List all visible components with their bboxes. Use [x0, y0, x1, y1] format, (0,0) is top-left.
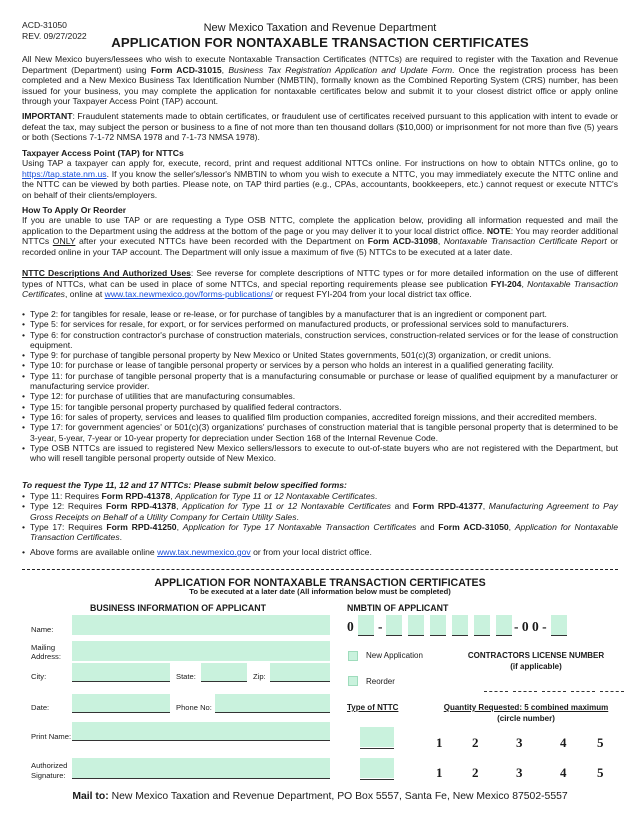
- quantity-option-4[interactable]: 4: [560, 765, 567, 780]
- address-field[interactable]: [72, 641, 330, 661]
- quantity-heading: Quantity Requested: 5 combined maximum: [443, 703, 609, 712]
- list-item: • Type 11: for purchase of tangible personal property that is a manufacturing consumable or purchase or lease of qualified equipment by a manufacturer or manufacturing service provider.: [22, 371, 618, 392]
- contractors-license-heading: CONTRACTORS LICENSE NUMBER: [467, 651, 605, 660]
- list-item: • Type 6: for construction contractor's purchase of construction materials, construction services, construction-related services or for the lease of construction equipment.: [22, 330, 618, 351]
- list-item: • Type 5: for services for resale, for export, or for services performed on manufactured products, or professional services sold to manufacturers.: [22, 319, 618, 329]
- nmbtin-prefix: 0: [347, 619, 354, 634]
- print-name-field[interactable]: [72, 722, 330, 740]
- city-label: City:: [31, 672, 47, 681]
- print-name-label: Print Name:: [31, 732, 72, 741]
- phone-underline: [215, 712, 330, 713]
- descriptions-heading: NTTC Descriptions And Authorized Uses: [22, 268, 191, 278]
- quantity-option-1[interactable]: 1: [436, 735, 443, 750]
- contractors-license-subheading: (if applicable): [510, 662, 562, 671]
- form-number: ACD-31050: [22, 20, 67, 30]
- nmbtin-digit-6[interactable]: [474, 615, 490, 636]
- agency-name: New Mexico Taxation and Revenue Department: [203, 22, 437, 34]
- list-item: • Type 17: Requires Form RPD-41250, Application for Type 17 Nontaxable Transaction Certificates and Form ACD-31050, Application for Nontaxable Transaction Certificates.: [22, 522, 618, 543]
- new-application-checkbox[interactable]: [348, 651, 358, 661]
- mailing-address-label: Mailing Address:: [31, 643, 61, 661]
- online-forms-note: [22, 547, 618, 557]
- list-item: • Type 9: for purchase of tangible personal property by New Mexico or United States governments, 501(c)(3) organization, or credit unions.: [22, 350, 618, 360]
- zip-underline: [270, 681, 330, 682]
- quantity-subheading: (circle number): [497, 714, 555, 723]
- nmbtin-digit-5[interactable]: [452, 615, 468, 636]
- form-revision: REV. 09/27/2022: [22, 30, 87, 41]
- signature-field[interactable]: [72, 758, 330, 778]
- list-item: • Type 12: for purchase of utilities that are manufacturing consumables.: [22, 391, 618, 401]
- quantity-option-2[interactable]: 2: [472, 735, 479, 750]
- nttc-type-underline-1: [360, 748, 394, 749]
- date-label: Date:: [31, 703, 50, 712]
- important-paragraph: IMPORTANT: Fraudulent statements made to obtain certificates, or fraudulent use of certificates received pursuant to this application with intent to evade or defeat the tax, may subject the person or business to a fine of not more than ten thousand dollars ($10,000) or imprisonment for not more than five (5) years or both (Sections 7-1-72 NMSA 1978 and 7-1-73 NMSA 1978).: [22, 111, 618, 143]
- form-subtitle: To be executed at a later date (All information below must be completed): [189, 587, 451, 596]
- contractors-license-number-field[interactable]: [484, 691, 624, 692]
- date-underline: [72, 712, 170, 713]
- reorder-heading: How To Apply Or Reorder: [22, 205, 127, 215]
- date-field[interactable]: [72, 694, 170, 712]
- nmbtin-separator: -: [378, 619, 383, 634]
- list-item: • Type 11: Requires Form RPD-41378, Application for Type 11 or 12 Nontaxable Certificates.: [22, 491, 618, 501]
- request-list: [22, 491, 618, 542]
- list-item: • Type OSB NTTCs are issued to registered New Mexico sellers/lessors to execute to out-of-state buyers who are not registered with the Department, but who will resell tangible personal property outside of New Mexico.: [22, 443, 618, 464]
- reorder-paragraph: If you are unable to use TAP or are requesting a Type OSB NTTC, complete the application below, providing all information requested and mail the application to the Department using the address at the bottom of the page or you may deliver it to your local district office. NOTE: You may reorder additional NTTCs ONLY after your executed NTTCs have been recorded with the Department on Form ACD-31098, Nontaxable Transaction Certificate Report or recorded online in your TAP account. The Department will only issue a maximum of five (5) NTTCs to be executed at a later date.: [22, 215, 619, 257]
- print-name-underline: [72, 740, 330, 741]
- city-underline: [72, 681, 170, 682]
- name-label: Name:: [31, 625, 54, 634]
- list-item: • Type 2: for tangibles for resale, lease or re-lease, or for purchase of tangibles by a manufacturer that is an ingredient or component part.: [22, 309, 618, 319]
- quantity-option-3[interactable]: 3: [516, 765, 523, 780]
- list-item: • Above forms are available online www.tax.newmexico.gov or from your local district office.: [22, 547, 618, 557]
- license-segment: [571, 691, 595, 692]
- nmbtin-digit-8[interactable]: [551, 615, 567, 636]
- nmbtin-suffix: - 0 0 -: [514, 619, 547, 634]
- request-heading: To request the Type 11, 12 and 17 NTTCs: Please submit below specified forms:: [22, 480, 347, 490]
- name-field[interactable]: [72, 615, 330, 635]
- descriptions-paragraph: NTTC Descriptions And Authorized Uses: See reverse for complete descriptions of NTTC types or for more detailed information on the use of different types of NTTCs, what can be used in place of some NTTCs, and special reporting requirements please see publication FYI-204, Nontaxable Transaction Certificates, online at www.tax.newmexico.gov/forms-publications/ or request FYI-204 from your local district tax office.: [22, 268, 619, 300]
- nmbtin-digit-3[interactable]: [408, 615, 424, 636]
- list-item: • Type 12: Requires Form RPD-41378, Application for Type 11 or 12 Nontaxable Certificates and Form RPD-41377, Manufacturing Agreement to Pay Gross Receipts on Behalf of a Utility Company for Certain Utility Sales.: [22, 501, 618, 522]
- list-item: • Type 17: for government agencies' or 501(c)(3) organizations' purchases of construction material that is tangible personal property that is determined to be 3-year, 5-year, 7-year or 10-year property for depreciation under Section 168 of the Internal Revenue Code.: [22, 422, 618, 443]
- list-item: • Type 16: for sales of property, services and leases to qualified film production companies, accredited foreign missions, and their accredited members.: [22, 412, 618, 422]
- form-title: APPLICATION FOR NONTAXABLE TRANSACTION CERTIFICATES: [154, 577, 486, 589]
- tap-paragraph: Using TAP a taxpayer can apply for, execute, record, print and request additional NTTCs online. For instructions on how to obtain NTTCs online, go to https://tap.state.nm.us. If you know the seller's/lessor's NMBTIN to whom you wish to execute a NTTC, you may immediately execute the NTTC online and the NTTC can be viewed by both parties. Please note, on TAP third parties (e.g., CPAs, accountants, bookkeepers, etc.) cannot request or execute NTTC's on behalf of their clients/employers.: [22, 158, 618, 200]
- list-item: • Type 15: for tangible personal property purchased by qualified federal contractors.: [22, 402, 618, 412]
- state-underline: [201, 681, 247, 682]
- nmbtin-digit-2[interactable]: [386, 615, 402, 636]
- important-label: IMPORTANT: [22, 111, 73, 121]
- quantity-option-3[interactable]: 3: [516, 735, 523, 750]
- zip-field[interactable]: [270, 663, 330, 681]
- quantity-option-4[interactable]: 4: [560, 735, 567, 750]
- nttc-type-field-2[interactable]: [360, 758, 394, 778]
- cut-line: [22, 569, 618, 570]
- license-segment: [600, 691, 624, 692]
- nttc-type-field-1[interactable]: [360, 727, 394, 747]
- quantity-option-5[interactable]: 5: [597, 765, 604, 780]
- list-item: • Type 10: for purchase or lease of tangible personal property or services by a person who holds an interest in a qualified generating facility.: [22, 360, 618, 370]
- phone-label: Phone No:: [176, 703, 212, 712]
- license-segment: [484, 691, 508, 692]
- license-segment: [513, 691, 537, 692]
- nttc-type-underline-2: [360, 779, 394, 780]
- state-label: State:: [176, 672, 196, 681]
- tap-heading: Taxpayer Access Point (TAP) for NTTCs: [22, 148, 184, 158]
- quantity-option-1[interactable]: 1: [436, 765, 443, 780]
- type-of-nttc-heading: Type of NTTC: [347, 703, 399, 712]
- state-field[interactable]: [201, 663, 247, 681]
- intro-paragraph: All New Mexico buyers/lessees who wish to execute Nontaxable Transaction Certificates (NTTCs) are required to register with the Taxation and Revenue Department (Department) using Form ACD-31015, Business Tax Registration Application and Update Form. Once the registration process has been completed and a New Mexico Business Tax Identification Number (NMBTIN), formally known as the Combined Reporting System (CRS) number, has been issued for your business, you may complete the application for nontaxable certificates below and submit it to your closest district office or apply online through your Taxpayer Access Point (TAP) account.: [22, 54, 618, 107]
- quantity-option-2[interactable]: 2: [472, 765, 479, 780]
- reorder-label: Reorder: [366, 677, 395, 686]
- new-application-label: New Application: [366, 651, 423, 660]
- tax-website-link[interactable]: www.tax.newmexico.gov: [157, 547, 251, 557]
- nmbtin-digit-1[interactable]: [358, 615, 374, 636]
- nmbtin-digit-4[interactable]: [430, 615, 446, 636]
- signature-underline: [72, 778, 330, 779]
- nmbtin-heading: NMBTIN OF APPLICANT: [347, 603, 449, 613]
- zip-label: Zip:: [253, 672, 266, 681]
- forms-publications-link[interactable]: www.tax.newmexico.gov/forms-publications/: [104, 289, 273, 300]
- nmbtin-digit-7[interactable]: [496, 615, 512, 636]
- reorder-checkbox[interactable]: [348, 676, 358, 686]
- quantity-option-5[interactable]: 5: [597, 735, 604, 750]
- page-title: APPLICATION FOR NONTAXABLE TRANSACTION CERTIFICATES: [111, 35, 529, 50]
- tap-link[interactable]: https://tap.state.nm.us: [22, 168, 107, 179]
- mail-to-address: Mail to: New Mexico Taxation and Revenue Department, PO Box 5557, Santa Fe, New Mexico 87502-5557: [72, 791, 568, 802]
- nttc-types-list: [22, 309, 618, 463]
- city-field[interactable]: [72, 663, 170, 681]
- license-segment: [542, 691, 566, 692]
- signature-label: Authorized Signature:: [31, 761, 68, 780]
- business-info-heading: BUSINESS INFORMATION OF APPLICANT: [90, 603, 266, 613]
- phone-field[interactable]: [215, 694, 330, 712]
